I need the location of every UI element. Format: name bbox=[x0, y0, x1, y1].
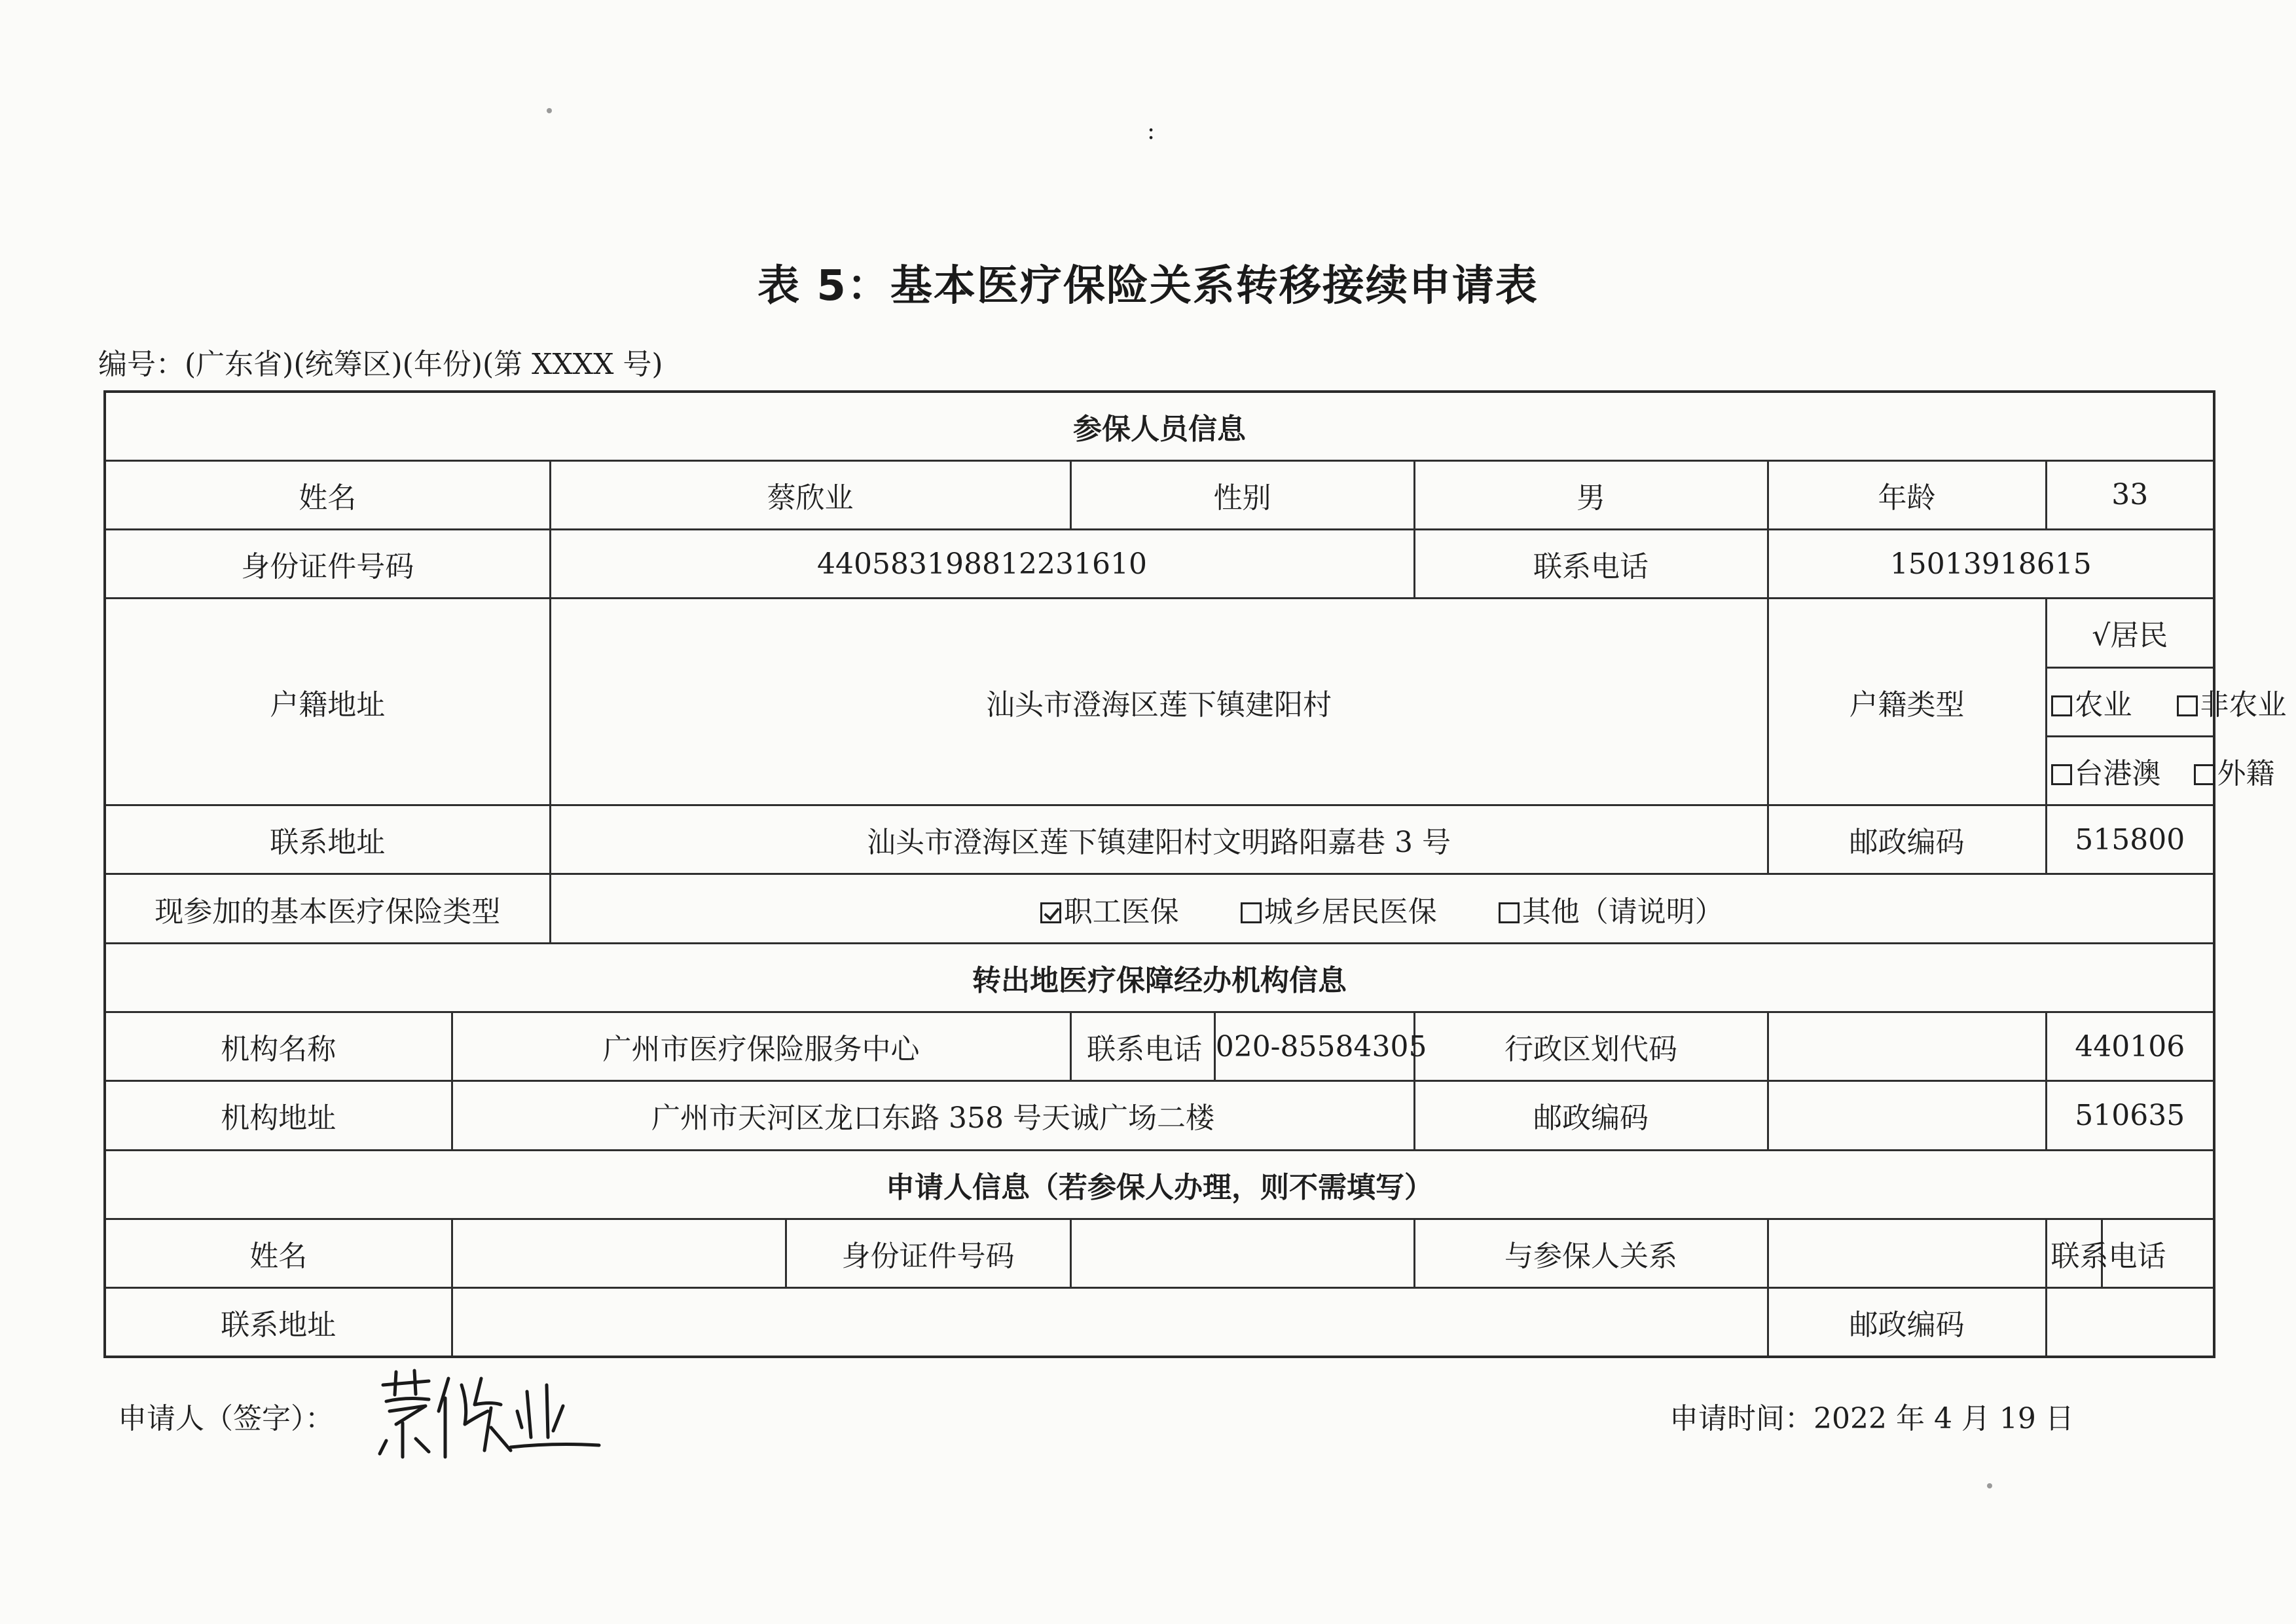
applicant-name-field[interactable] bbox=[452, 1219, 786, 1287]
handwritten-signature bbox=[376, 1365, 602, 1460]
employee-insurance-checkbox[interactable] bbox=[1040, 902, 1061, 923]
insured-postcode-label: 邮政编码 bbox=[1768, 805, 2046, 874]
section-agency-header: 转出地医疗保障经办机构信息 bbox=[105, 943, 2214, 1012]
id-number-label: 身份证件号码 bbox=[105, 530, 550, 599]
applicant-phone-label: 联系电话 bbox=[2046, 1219, 2102, 1287]
paper-speck bbox=[1987, 1483, 1992, 1488]
agency-name-label: 机构名称 bbox=[105, 1012, 452, 1081]
insured-postcode-value[interactable]: 515800 bbox=[2046, 805, 2214, 874]
agency-phone-value[interactable]: 020-85584305 bbox=[1215, 1029, 1427, 1063]
age-label: 年龄 bbox=[1768, 460, 2046, 529]
other-insurance-checkbox[interactable] bbox=[1499, 902, 1520, 923]
paper-speck bbox=[547, 108, 552, 113]
applicant-relation-field[interactable] bbox=[1768, 1219, 2046, 1287]
resident-option-label: √居民 bbox=[2092, 619, 2168, 653]
phone-label: 联系电话 bbox=[1414, 530, 1768, 599]
household-address-label: 户籍地址 bbox=[105, 599, 550, 805]
applicant-postcode-label: 邮政编码 bbox=[1768, 1288, 2046, 1357]
gender-value[interactable]: 男 bbox=[1414, 460, 1768, 529]
non-agri-checkbox[interactable] bbox=[2177, 695, 2198, 716]
id-number-value[interactable]: 440583198812231610 bbox=[550, 530, 1414, 599]
gender-label: 性别 bbox=[1070, 460, 1414, 529]
other-insurance-label: 其他（请说明） bbox=[1522, 895, 1724, 929]
insurance-type-label: 现参加的基本医疗保险类型 bbox=[105, 874, 550, 943]
age-value[interactable]: 33 bbox=[2046, 460, 2214, 529]
agency-postcode-spacer bbox=[1768, 1081, 2046, 1150]
insured-name-label: 姓名 bbox=[105, 460, 550, 529]
agency-postcode-value[interactable]: 510635 bbox=[2046, 1081, 2214, 1150]
agency-postcode-label: 邮政编码 bbox=[1414, 1081, 1768, 1150]
applicant-id-label: 身份证件号码 bbox=[786, 1219, 1070, 1287]
foreign-option-label: 外籍 bbox=[2217, 757, 2275, 791]
form-title: 表 5：基本医疗保险关系转移接续申请表 bbox=[757, 262, 1539, 310]
urban-rural-insurance-checkbox[interactable] bbox=[1241, 902, 1262, 923]
phone-value[interactable]: 15013918615 bbox=[1768, 530, 2214, 599]
hkmt-checkbox[interactable] bbox=[2051, 764, 2072, 785]
insurance-type-options bbox=[550, 874, 2214, 943]
household-type-label: 户籍类型 bbox=[1768, 599, 2046, 805]
applicant-name-label: 姓名 bbox=[105, 1219, 452, 1287]
insured-name-value[interactable]: 蔡欣业 bbox=[550, 460, 1070, 529]
household-address-value[interactable]: 汕头市澄海区莲下镇建阳村 bbox=[550, 599, 1768, 805]
agency-phone-label: 联系电话 bbox=[1087, 1033, 1203, 1067]
serial-number: 编号：(广东省)(统筹区)(年份)(第 XXXX 号) bbox=[98, 348, 663, 381]
agency-address-value[interactable]: 广州市天河区龙口东路 358 号天诚广场二楼 bbox=[452, 1081, 1414, 1150]
household-type-agri-row bbox=[2046, 667, 2287, 736]
agri-checkbox[interactable] bbox=[2051, 695, 2072, 716]
urban-rural-insurance-label: 城乡居民医保 bbox=[1264, 895, 1437, 929]
application-date: 申请时间：2022 年 4 月 19 日 bbox=[1669, 1402, 2074, 1435]
employee-insurance-label: 职工医保 bbox=[1063, 895, 1179, 929]
contact-address-value[interactable]: 汕头市澄海区莲下镇建阳村文明路阳嘉巷 3 号 bbox=[550, 805, 1768, 874]
applicant-address-field[interactable] bbox=[452, 1288, 1768, 1357]
applicant-relation-label: 与参保人关系 bbox=[1414, 1219, 1768, 1287]
top-mark: : bbox=[1147, 118, 1156, 145]
region-code-spacer bbox=[1768, 1012, 2046, 1081]
agri-option-label: 农业 bbox=[2074, 688, 2132, 722]
signature-label: 申请人（签字）： bbox=[118, 1402, 334, 1435]
region-code-value[interactable]: 440106 bbox=[2046, 1012, 2214, 1081]
non-agri-option-label: 非农业 bbox=[2200, 688, 2287, 722]
section-insured-header: 参保人员信息 bbox=[105, 392, 2214, 460]
agency-address-label: 机构地址 bbox=[105, 1081, 452, 1150]
applicant-address-label: 联系地址 bbox=[105, 1288, 452, 1357]
agency-phone-label-cell bbox=[1070, 1012, 1427, 1081]
contact-address-label: 联系地址 bbox=[105, 805, 550, 874]
application-form-table bbox=[103, 390, 2287, 1358]
hkmt-option-label: 台港澳 bbox=[2074, 757, 2161, 791]
household-type-hkmt-row bbox=[2046, 736, 2275, 805]
region-code-label: 行政区划代码 bbox=[1414, 1012, 1768, 1081]
applicant-id-field[interactable] bbox=[1070, 1219, 1414, 1287]
section-applicant-header: 申请人信息（若参保人办理，则不需填写） bbox=[105, 1150, 2214, 1219]
household-type-resident-option[interactable] bbox=[2046, 599, 2214, 667]
applicant-postcode-field[interactable] bbox=[2046, 1288, 2214, 1357]
agency-name-value[interactable]: 广州市医疗保险服务中心 bbox=[452, 1012, 1070, 1081]
foreign-checkbox[interactable] bbox=[2194, 764, 2215, 785]
